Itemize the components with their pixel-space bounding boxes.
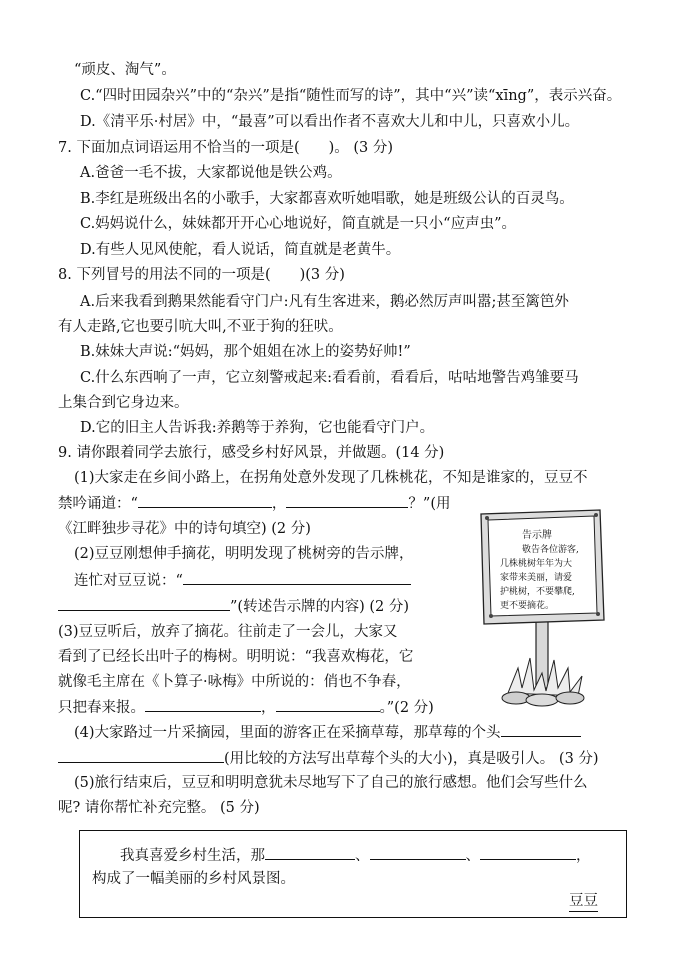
q9-part3-line4: 只把春来报。 ， 。”(2 分) <box>58 697 434 718</box>
sign-line-3: 家带来美丽，请爱 <box>500 573 573 583</box>
reflection-line1: 我真喜爱乡村生活，那 、 、 ， <box>120 845 591 866</box>
q9-part2-line1: (2)豆豆刚想伸手摘花，明明发现了桃树旁的告示牌， <box>74 546 414 562</box>
q6-option-c: C.“四时田园杂兴”中的“杂兴”是指“随性而写的诗”，其中“兴”读“xīng”，表示兴奋。 <box>80 88 622 104</box>
q9-part2-line2: 连忙对豆豆说：“ <box>74 570 411 591</box>
scenery-blank-1[interactable] <box>265 845 355 860</box>
q9-part2-line3: ”(转述告示牌的内容) (2 分) <box>58 596 409 617</box>
sign-line-1: 敬告各位游客, <box>522 545 579 555</box>
scenery-blank-2[interactable] <box>370 845 466 860</box>
sign-line-5: 更不要摘花。 <box>500 601 555 611</box>
q8-option-c-line2: 上集合到它身边来。 <box>58 395 189 411</box>
sign-restate-blank-2[interactable] <box>58 596 230 611</box>
strawberry-blank-2[interactable] <box>58 748 224 763</box>
q9-part5-line2: 呢? 请你帮忙补充完整。 (5 分) <box>58 800 260 816</box>
sign-title: 告示牌 <box>522 530 552 541</box>
q9-part3-line2: 看到了已经长出叶子的梅树。明明说：“我喜欢梅花，它 <box>58 649 414 665</box>
strawberry-blank-1[interactable] <box>501 722 581 737</box>
q8-option-b: B.妹妹大声说:“妈妈，那个姐姐在冰上的姿势好帅!” <box>80 344 411 360</box>
q9-part4-line1: (4)大家路过一片采摘园，里面的游客正在采摘草莓，那草莓的个头 <box>74 722 581 743</box>
q8-option-d: D.它的旧主人告诉我:养鹅等于养狗，它也能看守门户。 <box>80 420 435 436</box>
reflection-line2: 构成了一幅美丽的乡村风景图。 <box>92 871 295 887</box>
q7-stem: 7. 下面加点词语运用不恰当的一项是( )。 (3 分) <box>58 140 394 156</box>
q7-option-a: A.爸爸一毛不拔，大家都说他是铁公鸡。 <box>80 165 342 181</box>
scenery-blank-3[interactable] <box>480 845 576 860</box>
q7-option-b: B.李红是班级出名的小歌手，大家都喜欢听她唱歌，她是班级公认的百灵鸟。 <box>80 191 574 207</box>
poem-blank-1[interactable] <box>138 493 272 508</box>
q9-part1-line1: (1)大家走在乡间小路上，在拐角处意外发现了几株桃花，不知是谁家的，豆豆不 <box>74 470 588 486</box>
q8-stem: 8. 下列冒号的用法不同的一项是( )(3 分) <box>58 267 345 283</box>
q8-option-a-line2: 有人走路,它也要引吭大叫,不亚于狗的狂吠。 <box>58 319 343 335</box>
q9-stem: 9. 请你跟着同学去旅行，感受乡村好风景，并做题。(14 分) <box>58 445 445 461</box>
q8-option-c-line1: C.什么东西响了一声，它立刻警戒起来:看看前，看看后，咕咕地警告鸡雏要马 <box>80 370 579 386</box>
poem-blank-2[interactable] <box>286 493 408 508</box>
q9-part4-line2: (用比较的方法写出草莓个头的大小)，真是吸引人。 (3 分) <box>58 748 599 769</box>
sign-line-2: 几株桃树年年为大 <box>500 559 573 569</box>
poem-blank-3[interactable] <box>145 697 261 712</box>
poem-blank-4[interactable] <box>276 697 380 712</box>
q7-option-d: D.有些人见风使舵，看人说话，简直就是老黄牛。 <box>80 242 401 258</box>
q6-option-d: D.《清平乐·村居》中，“最喜”可以看出作者不喜欢大儿和中儿，只喜欢小儿。 <box>80 114 580 130</box>
signature: 豆豆 <box>569 891 598 912</box>
q8-option-a-line1: A.后来我看到鹅果然能看守门户:凡有生客进来，鹅必然厉声叫嚣;甚至篱笆外 <box>80 294 569 310</box>
q9-part5-line1: (5)旅行结束后，豆豆和明明意犹未尽地写下了自己的旅行感想。他们会写些什么 <box>74 775 588 791</box>
notice-sign-illustration <box>478 508 608 708</box>
q9-part3-line1: (3)豆豆听后，放弃了摘花。往前走了一会儿，大家又 <box>58 624 398 640</box>
q9-part3-line3: 就像毛主席在《卜算子·咏梅》中所说的：俏也不争春， <box>58 674 411 690</box>
sign-restate-blank-1[interactable] <box>183 570 411 585</box>
q6-option-b-continuation: “顽皮、淘气”。 <box>74 62 176 78</box>
q7-option-c: C.妈妈说什么，妹妹都开开心心地说好，简直就是一只小“应声虫”。 <box>80 216 517 232</box>
q9-part1-line2: 禁吟诵道：“ ， ？”(用 <box>58 493 451 514</box>
reflection-box <box>79 830 627 918</box>
sign-line-4: 护桃树，不要攀爬, <box>500 587 575 597</box>
q9-part1-line3: 《江畔独步寻花》中的诗句填空) (2 分) <box>58 521 311 537</box>
